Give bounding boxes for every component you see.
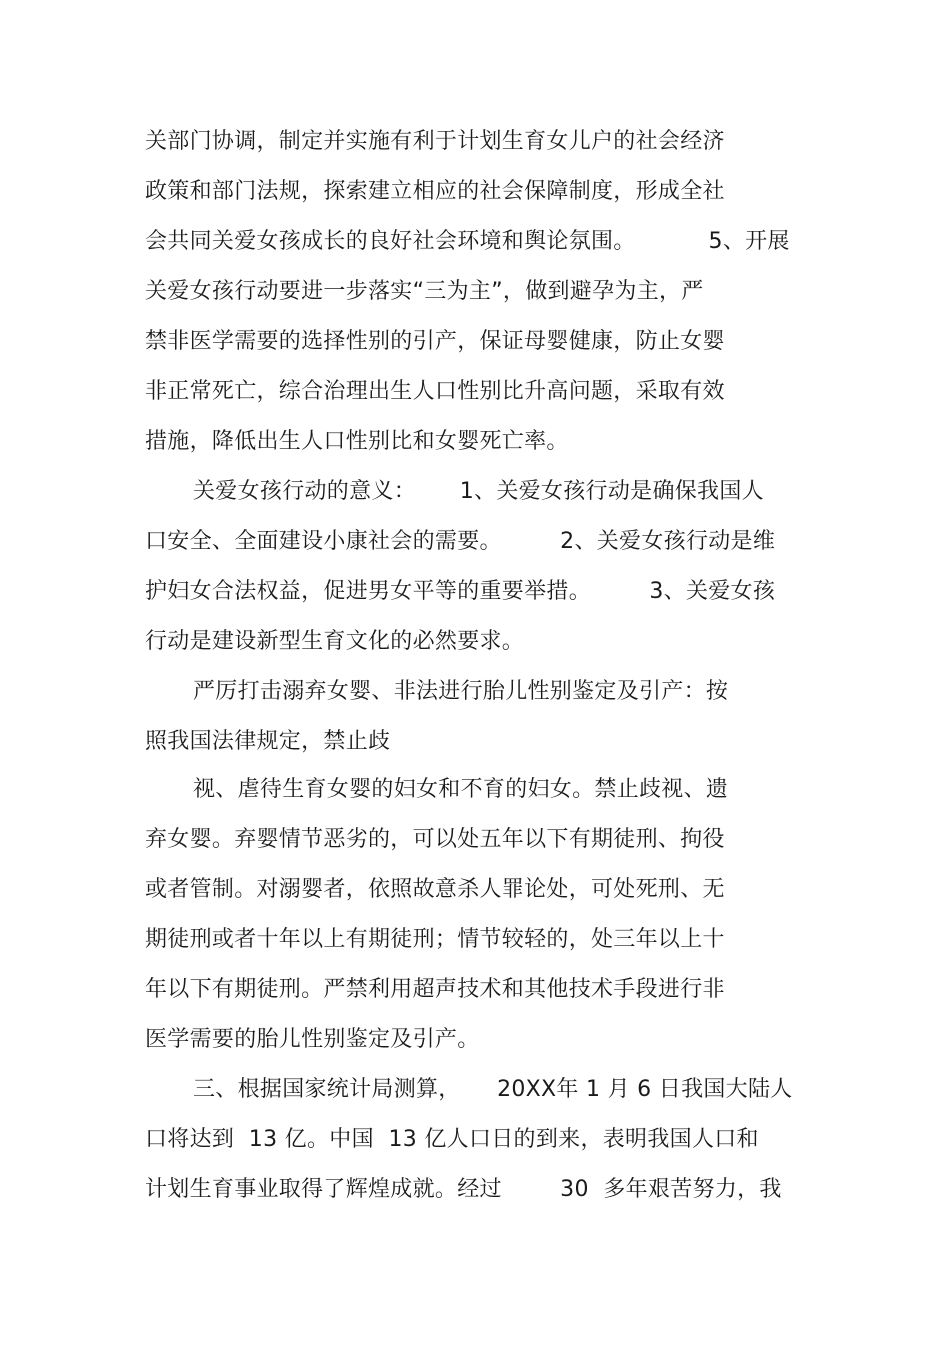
text-line: 口将达到 13 亿。中国 13 亿人口日的到来，表明我国人口和: [145, 1127, 759, 1152]
text-line: 非正常死亡，综合治理出生人口性别比升高问题，采取有效: [145, 379, 725, 404]
text-line: 或者管制。对溺婴者，依照故意杀人罪论处，可处死刑、无: [145, 877, 725, 902]
text-line: 关部门协调，制定并实施有利于计划生育女儿户的社会经济: [145, 129, 725, 154]
paragraph-start-line: 严厉打击溺弃女婴、非法进行胎儿性别鉴定及引产：按: [193, 679, 729, 704]
text-line: 措施，降低出生人口性别比和女婴死亡率。: [145, 429, 569, 454]
paragraph-start-line: 视、虐待生育女婴的妇女和不育的妇女。禁止歧视、遗: [193, 777, 729, 802]
text-line: 计划生育事业取得了辉煌成就。经过 30 多年艰苦努力，我: [145, 1177, 782, 1202]
text-line: 口安全、全面建设小康社会的需要。 2、关爱女孩行动是维: [145, 529, 776, 554]
text-line: 医学需要的胎儿性别鉴定及引产。: [145, 1027, 480, 1052]
text-line: 关爱女孩行动要进一步落实“三为主”，做到避孕为主，严: [145, 279, 704, 304]
text-line: 政策和部门法规，探索建立相应的社会保障制度，形成全社: [145, 179, 725, 204]
text-line: 照我国法律规定，禁止歧: [145, 729, 391, 754]
paragraph-start-line: 三、根据国家统计局测算， 20XX年 1 月 6 日我国大陆人: [193, 1077, 793, 1102]
text-line: 期徒刑或者十年以上有期徒刑；情节较轻的，处三年以上十: [145, 927, 725, 952]
text-line: 会共同关爱女孩成长的良好社会环境和舆论氛围。 5、开展: [145, 229, 790, 254]
text-line: 年以下有期徒刑。严禁利用超声技术和其他技术手段进行非: [145, 977, 725, 1002]
text-line: 禁非医学需要的选择性别的引产，保证母婴健康，防止女婴: [145, 329, 725, 354]
text-line: 护妇女合法权益，促进男女平等的重要举措。 3、关爱女孩: [145, 579, 776, 604]
text-line: 弃女婴。弃婴情节恶劣的，可以处五年以下有期徒刑、拘役: [145, 827, 725, 852]
paragraph-start-line: 关爱女孩行动的意义： 1、关爱女孩行动是确保我国人: [193, 479, 764, 504]
text-line: 行动是建设新型生育文化的必然要求。: [145, 629, 525, 654]
